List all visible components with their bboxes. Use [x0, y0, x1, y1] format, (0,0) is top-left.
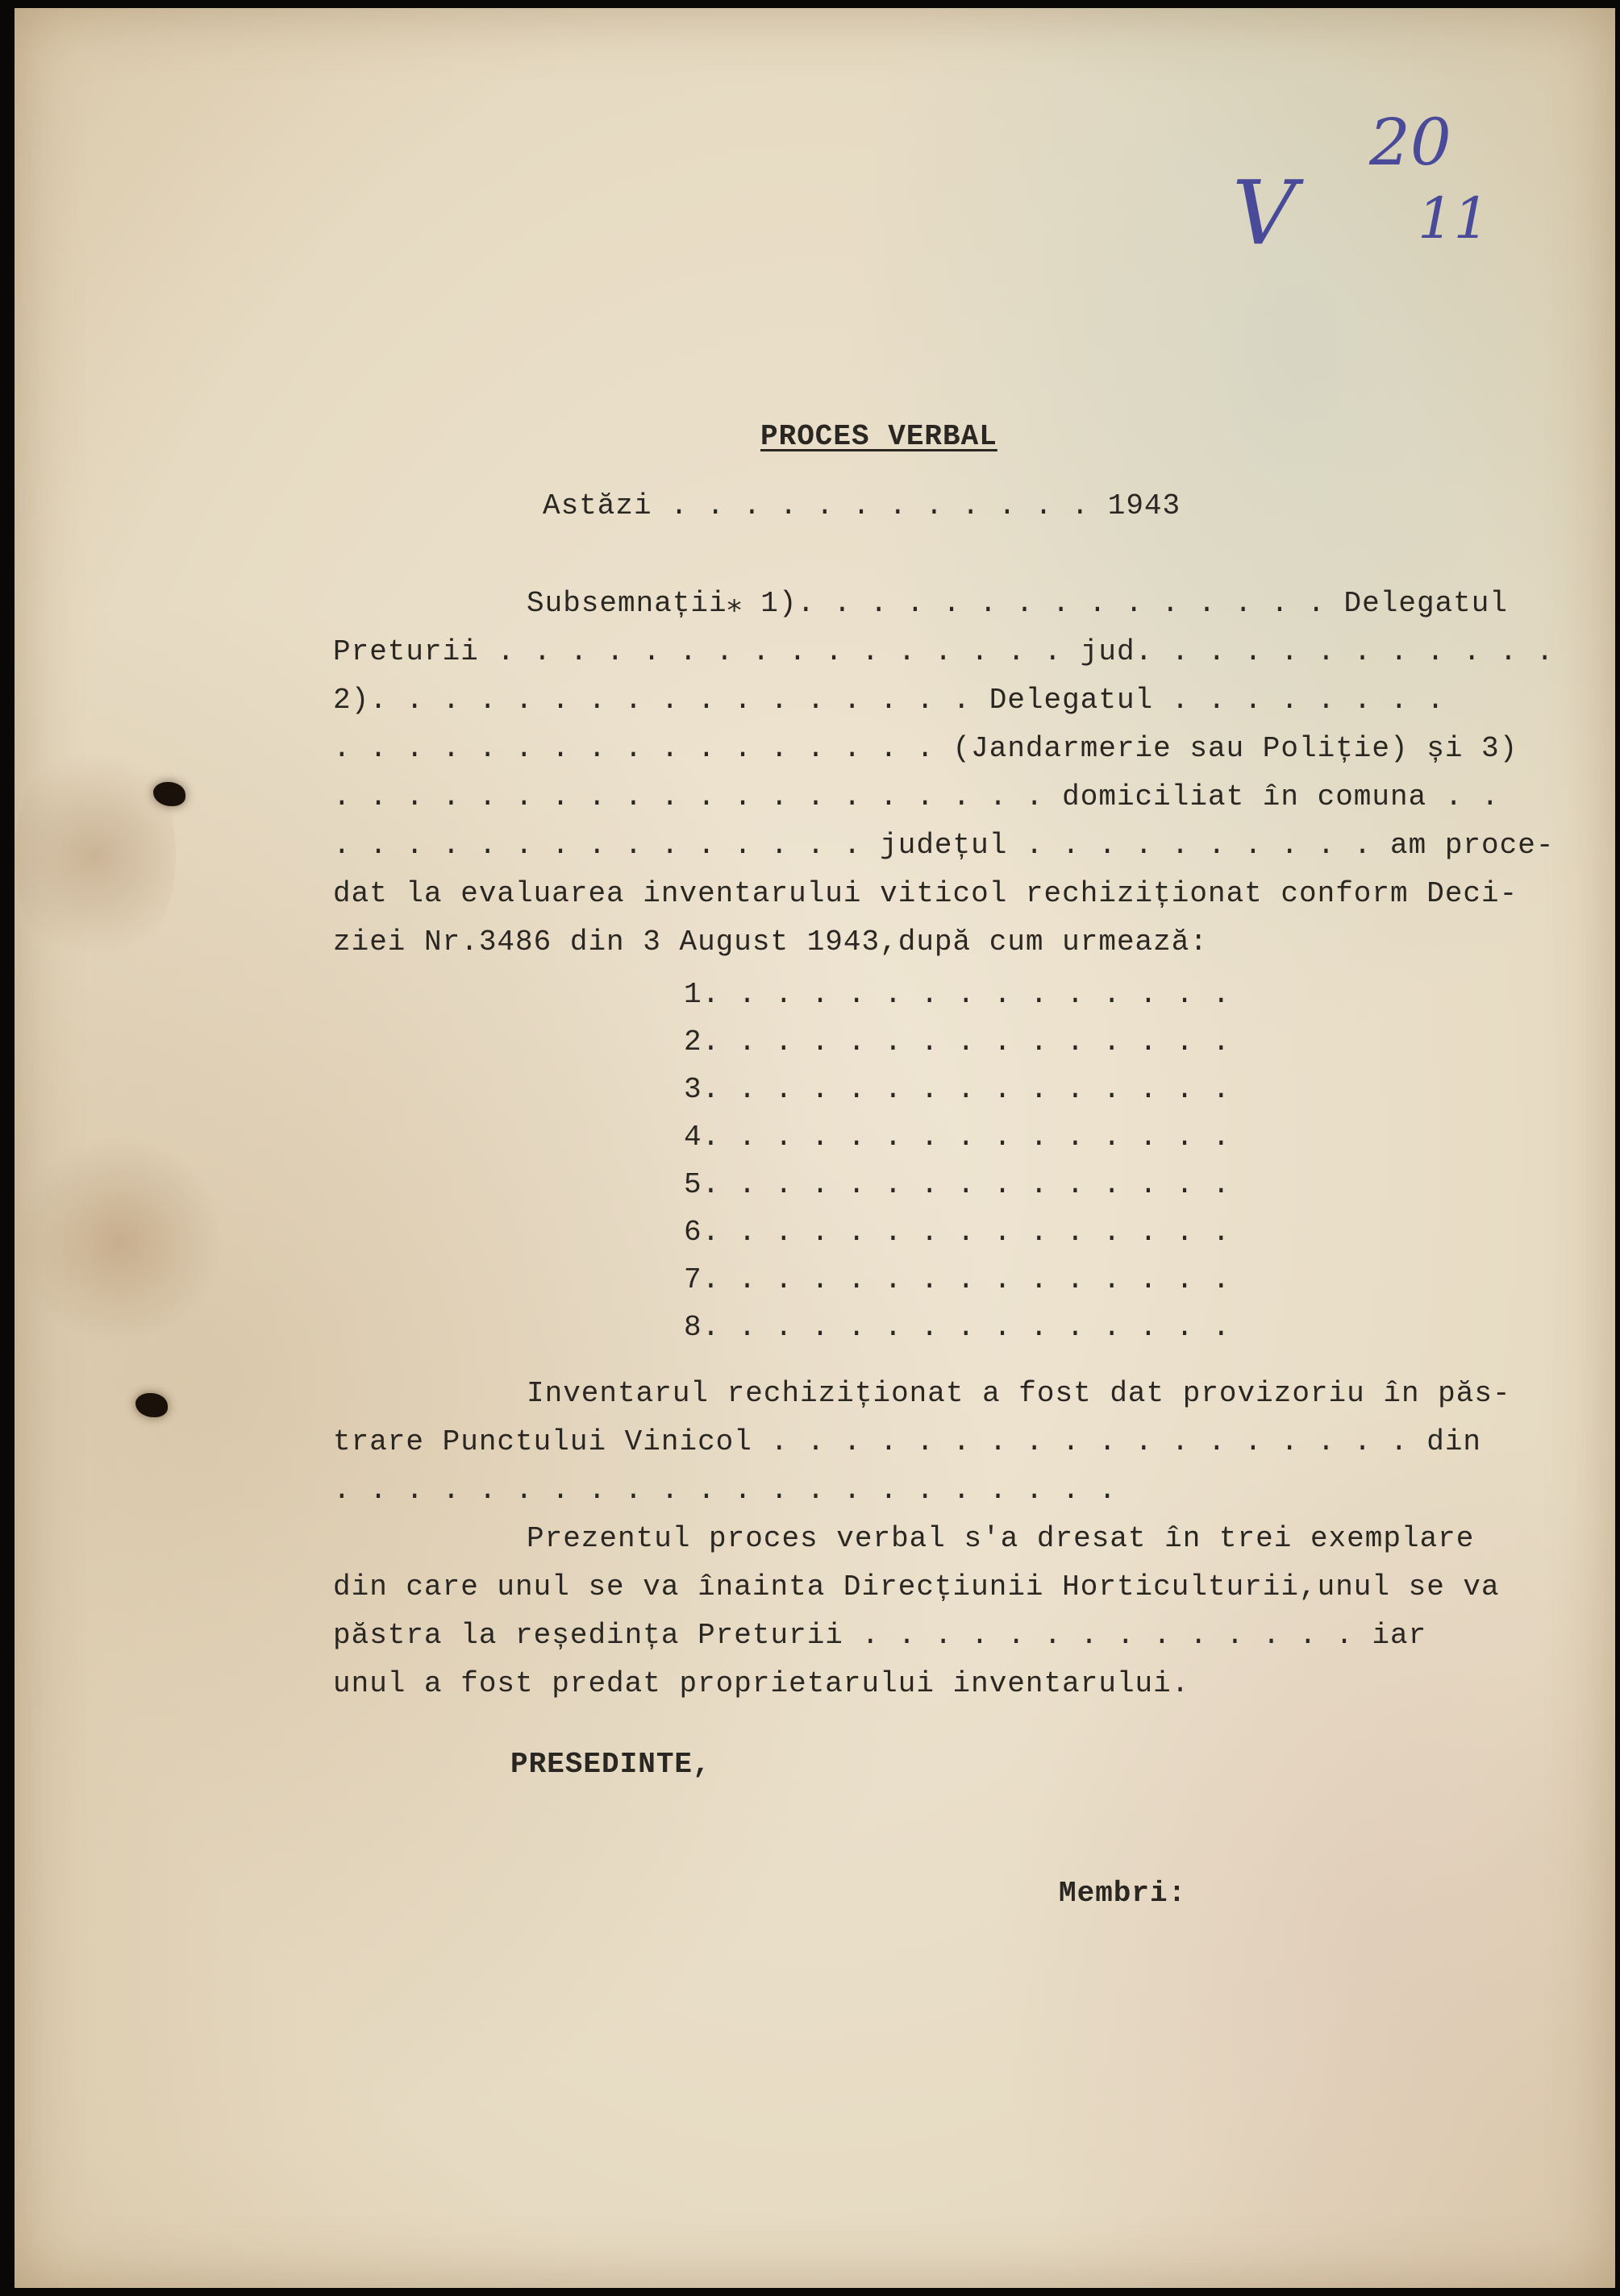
body-line: . . . . . . . . . . . . . . . . . (Jandarmerie sau Poliție) și 3)	[333, 732, 1518, 765]
closing-line: păstra la reședința Preturii . . . . . . . . . . . . . . iar	[333, 1619, 1427, 1652]
list-item: 4. . . . . . . . . . . . . . .	[684, 1121, 1231, 1154]
list-item: 3. . . . . . . . . . . . . . .	[684, 1073, 1231, 1106]
list-item: 8. . . . . . . . . . . . . . .	[684, 1311, 1231, 1344]
list-item: 2. . . . . . . . . . . . . . .	[684, 1025, 1231, 1059]
handwritten-subnumber: 11	[1418, 185, 1490, 252]
date-line: Astăzi . . . . . . . . . . . . 1943	[543, 489, 1181, 522]
body-line: Subsemnații⁎ 1). . . . . . . . . . . . . . . Delegatul	[527, 587, 1508, 620]
inventory-line: Inventarul rechiziționat a fost dat provizoriu în păs-	[527, 1377, 1511, 1410]
list-item: 7. . . . . . . . . . . . . . .	[684, 1263, 1231, 1296]
body-line: . . . . . . . . . . . . . . . județul . . . . . . . . . . am proce-	[333, 829, 1555, 862]
body-line: . . . . . . . . . . . . . . . . . . . . domiciliat în comuna . .	[333, 780, 1500, 813]
body-line: Preturii . . . . . . . . . . . . . . . . jud. . . . . . . . . . . .	[333, 635, 1555, 668]
president-label: PRESEDINTE,	[510, 1748, 711, 1781]
closing-line: unul a fost predat proprietarului inventarului.	[333, 1667, 1190, 1700]
list-item: 5. . . . . . . . . . . . . . .	[684, 1168, 1231, 1201]
handwritten-number: 20	[1369, 105, 1451, 180]
inventory-line: trare Punctului Vinicol . . . . . . . . . . . . . . . . . . din	[333, 1425, 1482, 1458]
body-line: dat la evaluarea inventarului viticol rechiziționat conform Deci-	[333, 877, 1518, 910]
paper-hole	[135, 1393, 168, 1417]
water-stain	[15, 1137, 224, 1346]
closing-line: Prezentul proces verbal s'a dresat în trei exemplare	[527, 1522, 1475, 1555]
list-item: 6. . . . . . . . . . . . . . .	[684, 1216, 1231, 1249]
document-page	[15, 8, 1615, 2288]
water-stain	[15, 734, 176, 975]
closing-line: din care unul se va înainta Direcțiunii Horticulturii,unul se va	[333, 1570, 1500, 1603]
handwritten-mark: V	[1232, 161, 1297, 264]
body-line: ziei Nr.3486 din 3 August 1943,după cum urmează:	[333, 925, 1208, 959]
list-item: 1. . . . . . . . . . . . . . .	[684, 978, 1231, 1011]
document-title: PROCES VERBAL	[760, 420, 997, 453]
members-label: Membri:	[1059, 1877, 1187, 1910]
inventory-line: . . . . . . . . . . . . . . . . . . . . . .	[333, 1474, 1117, 1507]
body-line: 2). . . . . . . . . . . . . . . . . Delegatul . . . . . . . .	[333, 684, 1445, 717]
